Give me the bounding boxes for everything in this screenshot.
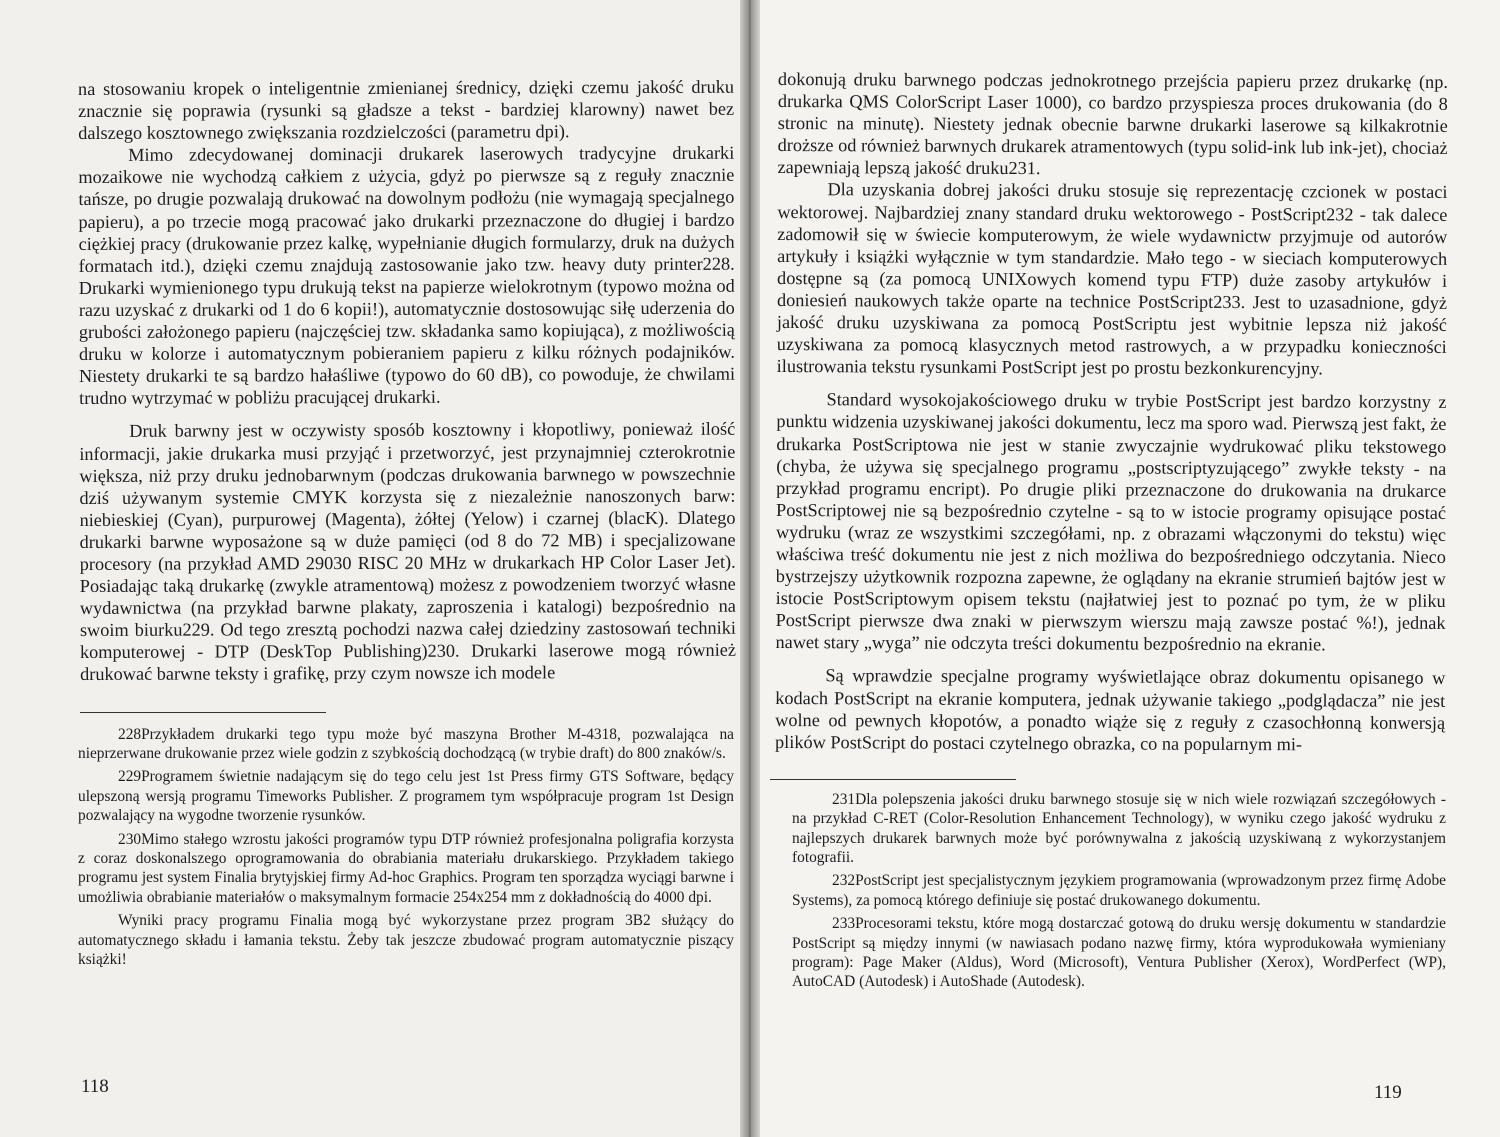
left-footnotes: [78, 725, 734, 970]
footnote-separator: [80, 712, 326, 713]
footnote: 233Procesorami tekstu, które mogą dostarczać gotową do druku wersję dokumentu w standardzie PostScript są między innymi (w nawiasach podano nazwę firmy, która wyprodukowała wymieniany program): Page Maker (Aldus), Word (Microsoft), Ventura Publisher (Xerox), WordPerfect (WP), AutoCAD (Autodesk) i AutoShade (Autodesk).: [792, 915, 1446, 991]
page-number: 119: [1374, 1082, 1402, 1103]
left-page: [0, 0, 748, 1137]
left-body-text: [78, 76, 736, 686]
paragraph: dokonują druku barwnego podczas jednokrotnego przejścia papieru przez drukarkę (np. drukarka QMS ColorScript Laser 1000), co bardzo przyspiesza proces drukowania (do 8 stronic na minutę). Niestety jednak obecnie barwne drukarki laserowe są kilkakrotnie droższe od również barwnych drukarek atramentowych (typu solid-ink lub ink-jet), chociaż zapewniają lepszą jakość druku231.: [777, 68, 1448, 179]
footnote: 229Programem świetnie nadającym się do tego celu jest 1st Press firmy GTS Software, będący ulepszoną wersją programu Timeworks Publisher. Z programem tym współpracuje program 1st Design pozwalający na wygodne tworzenie rysunków.: [78, 768, 734, 825]
page-number: 118: [81, 1076, 109, 1097]
footnote-separator: [770, 779, 1016, 780]
footnote: Wyniki pracy programu Finalia mogą być wykorzystane przez program 3B2 służący do automatycznego składu i łamania tekstu. Żeby tak jeszcze zbudować program automatycznie piszący książki!: [78, 912, 734, 968]
right-page: [752, 0, 1500, 1137]
right-footnotes: [792, 790, 1446, 992]
paragraph: Standard wysokojakościowego druku w trybie PostScript jest bardzo korzystny z punktu widzenia uzyskiwanej jakości dokumentu, lecz ma sporo wad. Pierwszą jest fakt, że drukarka PostScriptowa nie jest w stanie zwyczajnie wydrukować pliku tekstowego (chyba, że używa się specjalnego programu „postscriptyzującego” zwykłe teksty - na przykład programu encript). Po drugie pliki przeznaczone do drukowania na drukarce PostScriptowej nie są bezpośrednio czytelne - są to w istocie programy opisujące postać wydruku (wraz ze wszystkimi szczegółami, np. z obrazami włączonymi do tekstu) więc właściwa treść dokumentu nie jest z nich możliwa do bezpośredniego odczytania. Nieco bystrzejszy użytkownik rozpozna zapewne, że oglądany na ekranie strumień bajtów jest w istocie PostScriptowym opisem tekstu (najłatwiej jest to poznać po tym, że w pliku PostScript pierwsze dwa znaki w pierwszym wierszu mają zawsze postać %!), jednak nawet stary „wyga” nie odczyta treści dokumentu bezpośrednio na ekranie.: [775, 389, 1447, 655]
footnote: 232PostScript jest specjalistycznym językiem programowania (wprowadzonym przez firmę Adobe Systems), za pomocą którego definiuje się postać drukowanego dokumentu.: [792, 872, 1446, 909]
paragraph: Są wprawdzie specjalne programy wyświetlające obraz dokumentu opisanego w kodach PostScript na ekranie komputera, jednak używanie takiego „podglądacza” nie jest wolne od pewnych kłopotów, a ponadto wiąże się z reguły z czasochłonną konwersją plików PostScript do postaci czytelnego obrazka, co na popularnym mi-: [775, 665, 1446, 755]
paragraph: Dla uzyskania dobrej jakości druku stosuje się reprezentację czcionek w postaci wektorowej. Najbardziej znany standard druku wektorowego - PostScript232 - tak dalece zadomowił się w świecie komputerowym, że wiele wydawnictw przyjmuje od autorów artykuły i książki wyłącznie w tym standardzie. Mało tego - w sieciach komputerowych dostępne są (za pomocą UNIXowych komend typu FTP) duże zasoby artykułów i doniesień naukowych także oparte na technice PostScript233. Jest to uzasadnione, gdyż jakość druku uzyskiwana za pomocą PostScriptu jest wybitnie lepsza niż jakość uzyskiwana za pomocą klasycznych metod rastrowych, a w przypadku konieczności ilustrowania tekstu rysunkami PostScript jest po prostu bezkonkurencyjny.: [776, 179, 1448, 379]
right-body-text: [775, 68, 1448, 756]
paragraph: Druk barwny jest w oczywisty sposób kosztowny i kłopotliwy, ponieważ ilość informacji, jakie drukarka musi przyjąć i przetworzyć, jest przynajmniej czterokrotnie większa, niż przy druku jednobarwnym (podczas drukowania barwnego w powszechnie dziś używanym systemie CMYK korzysta się z niezależnie nanoszonych barw: niebieskiej (Cyan), purpurowej (Magenta), żółtej (Yelow) i czarnej (blacK). Dlatego drukarki barwne wyposażone są w duże pamięci (od 8 do 72 MB) i specjalizowane procesory (na przykład AMD 29030 RISC 20 MHz w drukarkach HP Color Laser Jet). Posiadając taką drukarkę (zwykle atramentową) możesz z powodzeniem tworzyć własne wydawnictwa (na przykład barwne plakaty, zaproszenia i katalogi) bezpośrednio na swoim biurku229. Od tego zresztą pochodzi nazwa całej dziedziny zastosowań techniki komputerowej - DTP (DeskTop Publishing)230. Drukarki laserowe mogą również drukować barwne teksty i grafikę, przy czym nowsze ich modele: [79, 419, 737, 685]
paragraph: Mimo zdecydowanej dominacji drukarek laserowych tradycyjne drukarki mozaikowe nie wychodzą całkiem z użycia, gdyż po pierwsze są z reguły znacznie tańsze, po drugie pozwalają drukować na dowolnym podłożu (nie wymagają specjalnego papieru), a po trzecie mogą pracować jako drukarki przeznaczone do długiej i bardzo ciężkiej pracy (drukowanie przez kalkę, wypełnianie długich formularzy, druk na dużych formatach itd.), dzięki czemu znajdują zastosowanie jako tzw. heavy duty printer228. Drukarki wymienionego typu drukują tekst na papierze wielokrotnym (typowo można od razu uzyskać z drukarki od 1 do 6 kopii!), automatycznie dostosowując siłę uderzenia do grubości założonego papieru (najczęściej tzw. składanka samo kopiująca), z możliwością druku w kolorze i automatycznym pobieraniem papieru z kilku różnych podajników. Niestety drukarki te są bardzo hałaśliwe (typowo do 60 dB), co powoduje, że chwilami trudno wytrzymać w pobliżu pracującej drukarki.: [78, 142, 736, 409]
footnote: 230Mimo stałego wzrostu jakości programów typu DTP również profesjonalna poligrafia korzysta z coraz doskonalszego oprogramowania do obrabiania materiału drukarskiego. Przykładem takiego programu jest system Finalia brytyjskiej firmy Ad-hoc Graphics. Program ten sporządza wyciągi barwne i umożliwia obrabianie materiałów o maksymalnym formacie 254x254 mm z dokładnością do 4000 dpi.: [78, 830, 734, 906]
footnote: 228Przykładem drukarki tego typu może być maszyna Brother M-4318, pozwalająca na nieprzerwane drukowanie przez wiele godzin z szybkością dochodzącą (w trybie draft) do 800 znaków/s.: [78, 725, 734, 762]
book-gutter: [740, 0, 760, 1137]
footnote: 231Dla polepszenia jakości druku barwnego stosuje się w nich wiele rozwiązań szczegółowych - na przykład C-RET (Color-Resolution Enhancement Technology), w wyniku czego jakość wydruku z najlepszych drukarek barwnych może być porównywalna z jakością uzyskiwaną z wykorzystanjem fotografii.: [792, 790, 1446, 867]
paragraph: na stosowaniu kropek o inteligentnie zmienianej średnicy, dzięki czemu jakość druku znacznie się poprawia (rysunki są gładsze a tekst - bardziej klarowny) nawet bez dalszego kosztownego zwiększania rozdzielczości (parametru dpi).: [78, 76, 735, 144]
